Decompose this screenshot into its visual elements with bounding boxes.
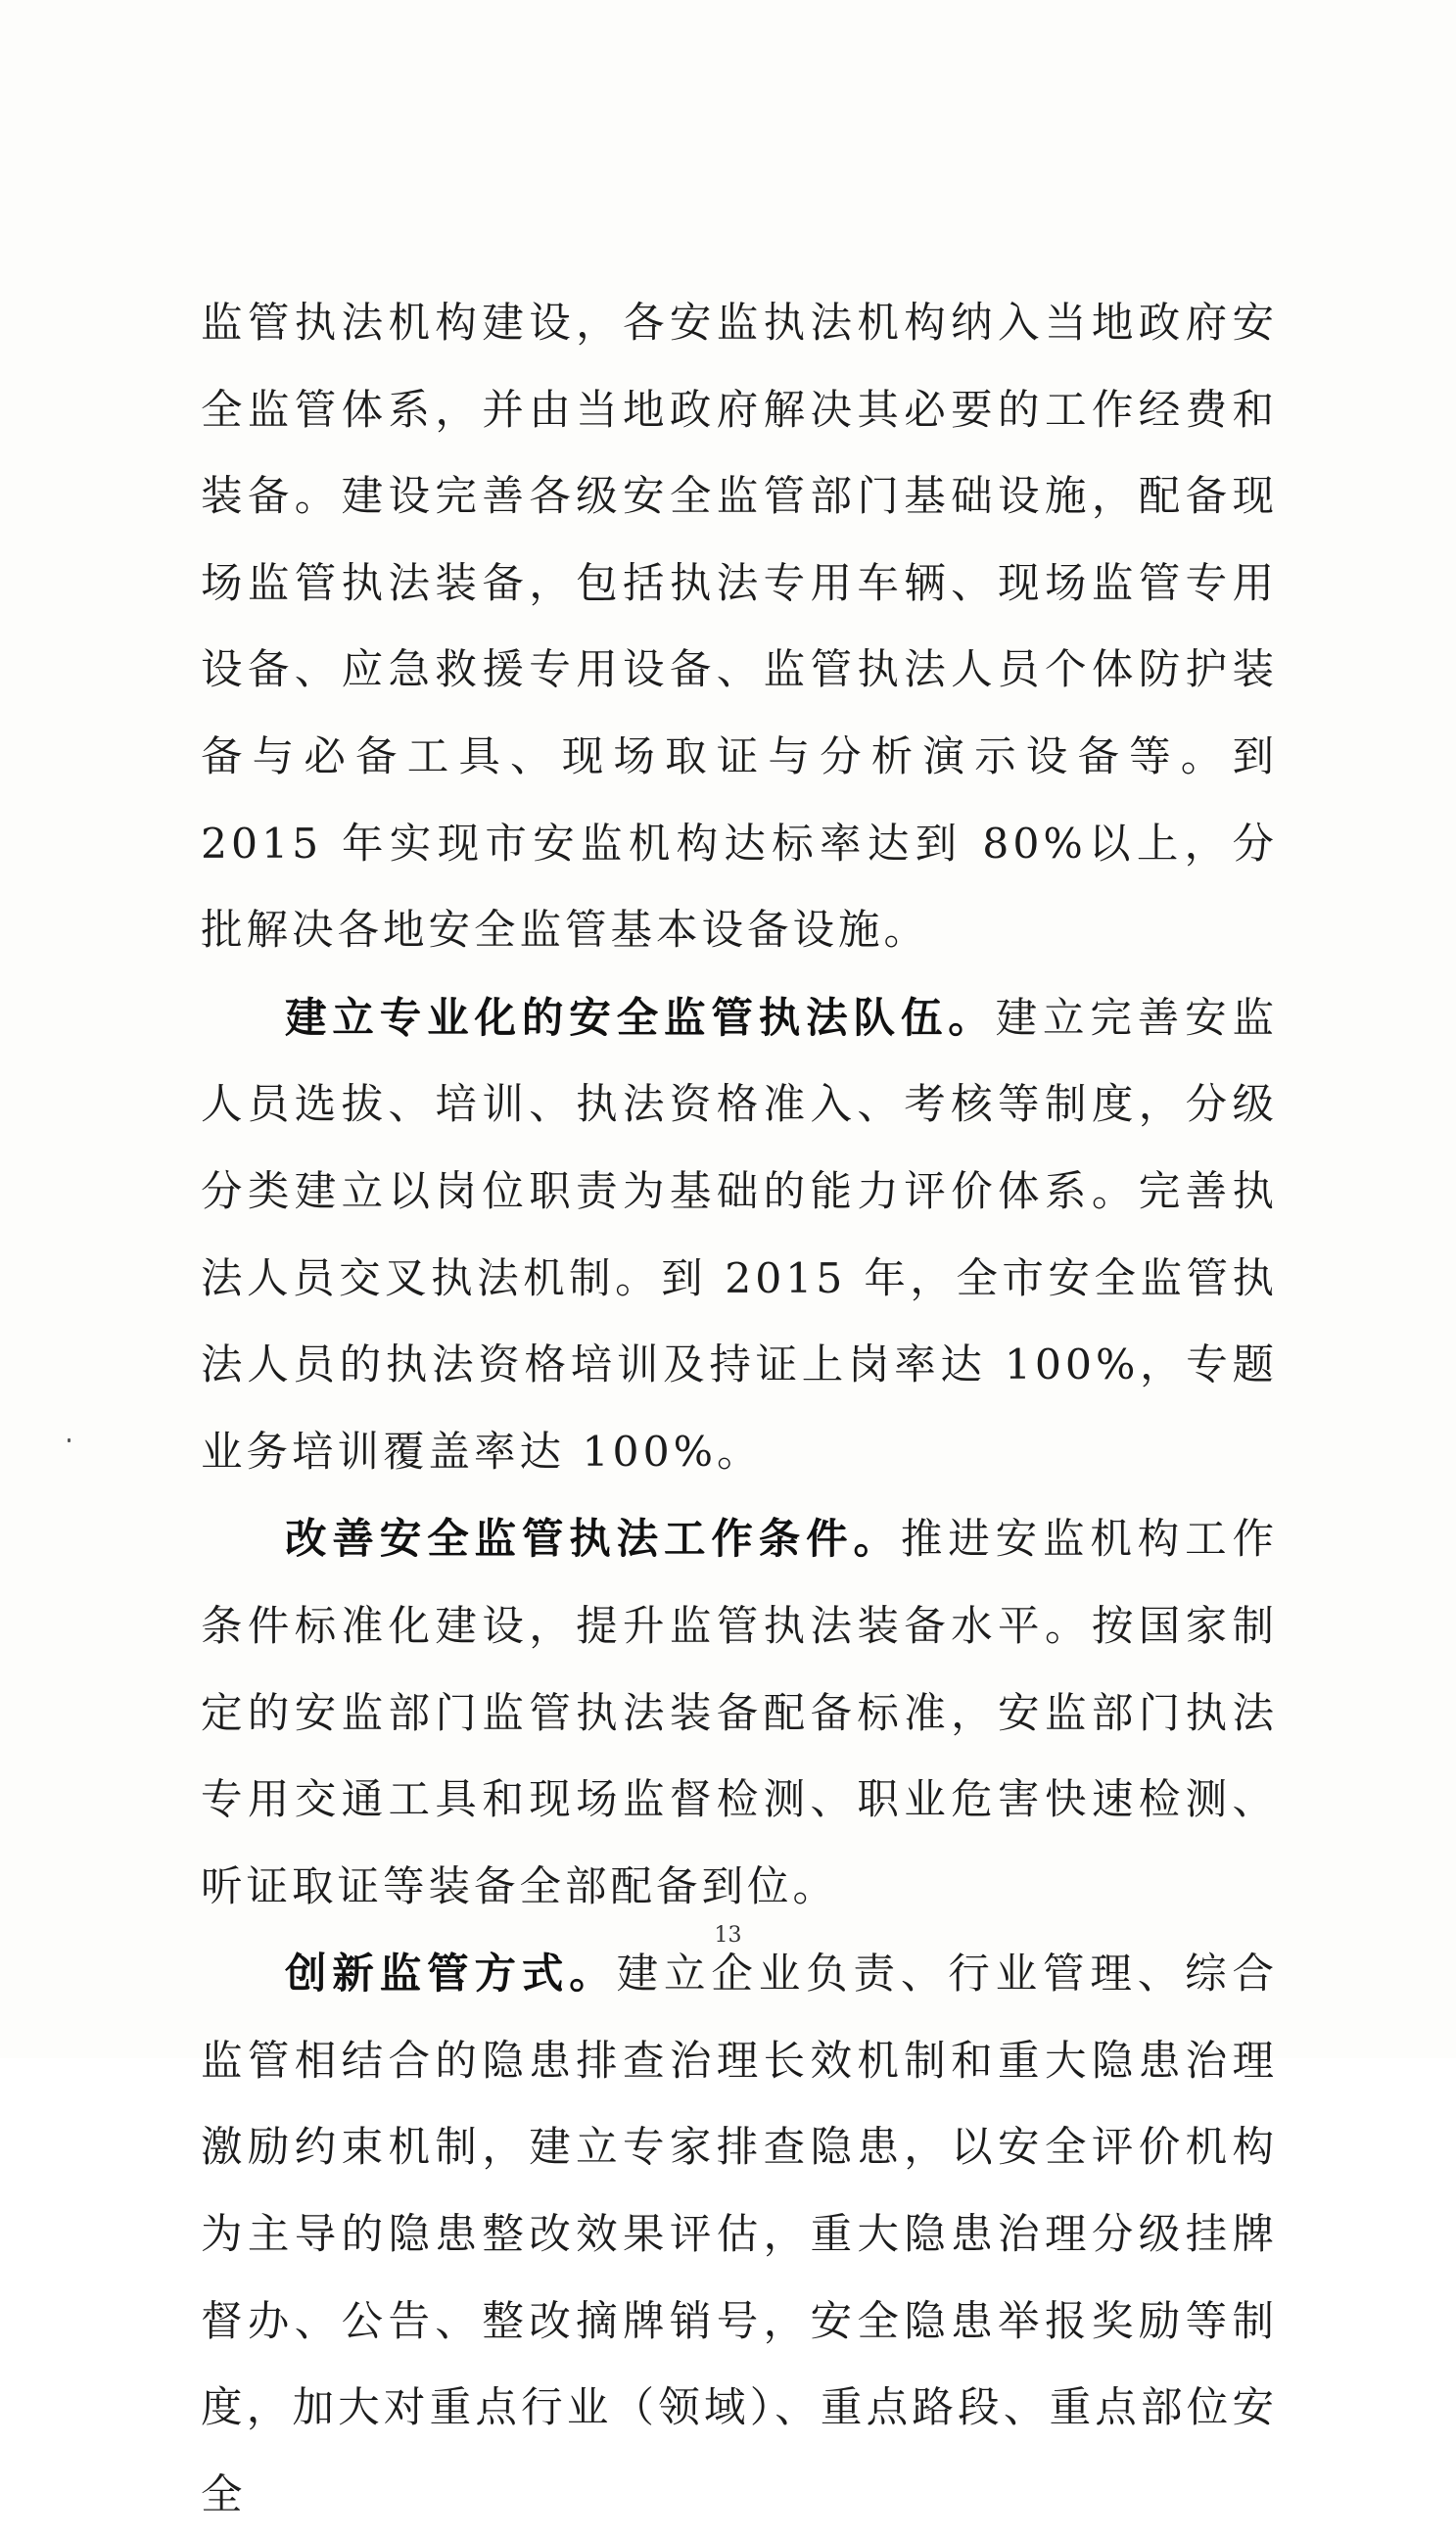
paragraph-text: 建立完善安监人员选拔、培训、执法资格准入、考核等制度，分级分类建立以岗位职责为基础的能力评价体系。完善执法人员交叉执法机制。到 2015 年，全市安全监管执法人员的执法资格培训及持证上岗率达 100%，专题业务培训覆盖率达 100%。	[201, 994, 1278, 1477]
paragraph-lead: 改善安全监管执法工作条件。	[285, 1515, 901, 1565]
paragraph-1	[201, 280, 1278, 975]
scan-speck	[68, 1438, 70, 1442]
paragraph-text: 建立企业负责、行业管理、综合监管相结合的隐患排查治理长效机制和重大隐患治理激励约束机制，建立专家排查隐患，以安全评价机构为主导的隐患整改效果评估，重大隐患治理分级挂牌督办、公告、整改摘牌销号，安全隐患举报奖励等制度，加大对重点行业（领域）、重点路段、重点部位安全	[201, 1951, 1278, 2519]
paragraph-3	[201, 1496, 1278, 1931]
paragraph-2	[201, 975, 1278, 1497]
paragraph-lead: 建立专业化的安全监管执法队伍。	[285, 993, 996, 1043]
paragraph-4	[201, 1931, 1278, 2539]
paragraph-text: 监管执法机构建设，各安监执法机构纳入当地政府安全监管体系，并由当地政府解决其必要的工作经费和装备。建设完善各级安全监管部门基础设施，配备现场监管执法装备，包括执法专用车辆、现场监管专用设备、应急救援专用设备、监管执法人员个体防护装备与必备工具、现场取证与分析演示设备等。到 2015 年实现市安监机构达标率达到 80%以上，分批解决各地安全监管基本设备设施。	[201, 300, 1278, 956]
body-text	[201, 280, 1278, 2539]
paragraph-lead: 创新监管方式。	[285, 1950, 617, 1999]
paragraph-text: 推进安监机构工作条件标准化建设，提升监管执法装备水平。按国家制定的安监部门监管执法装备配备标准，安监部门执法专用交通工具和现场监督检测、职业危害快速检测、听证取证等装备全部配备到位。	[201, 1516, 1278, 1911]
page-number: 13	[714, 1923, 742, 1948]
